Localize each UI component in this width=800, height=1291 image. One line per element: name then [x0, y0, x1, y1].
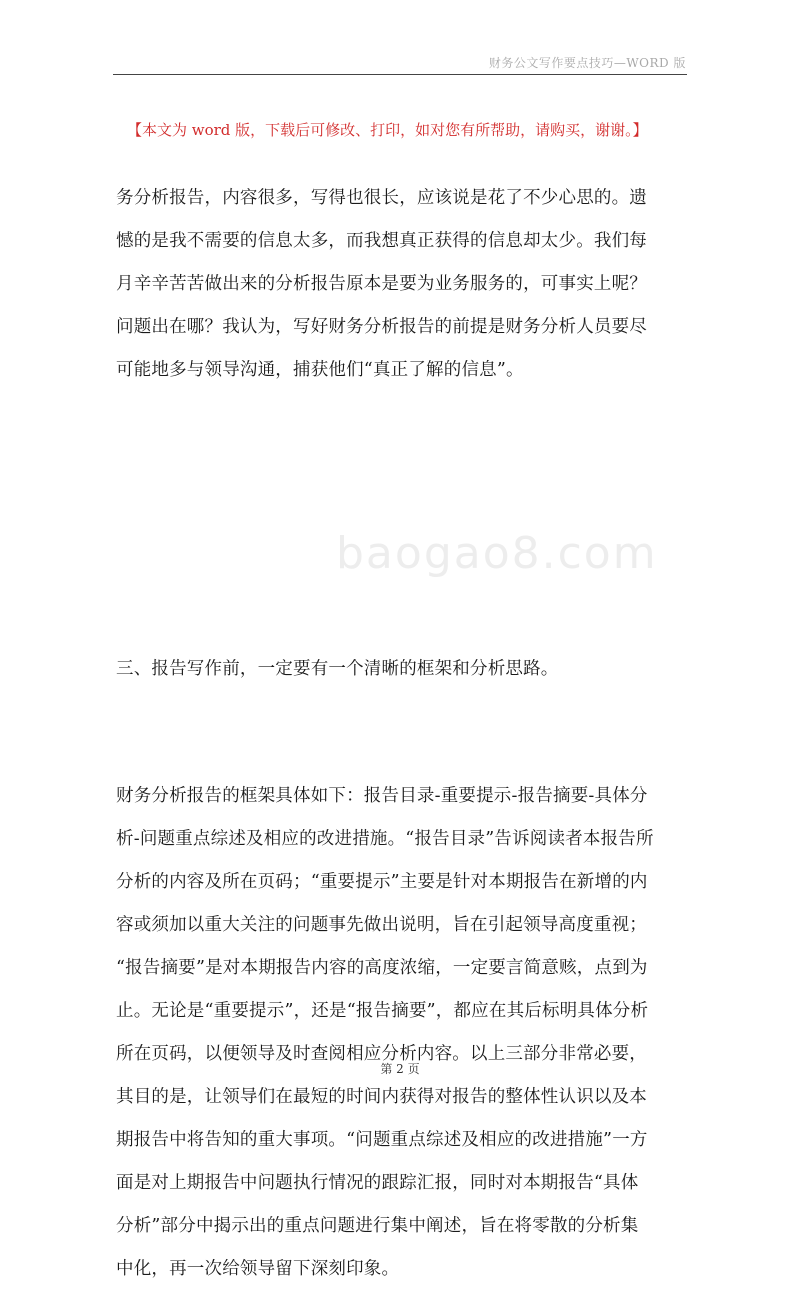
purchase-notice: 【本文为 word 版，下载后可修改、打印，如对您有所帮助，请购买，谢谢。】 [127, 121, 648, 139]
paragraph-line: “报告摘要”是对本期报告内容的高度浓缩，一定要言简意赅，点到为 [116, 958, 648, 978]
paragraph-line: 憾的是我不需要的信息太多，而我想真正获得的信息却太少。我们每 [116, 231, 647, 251]
paragraph-line: 面是对上期报告中问题执行情况的跟踪汇报，同时对本期报告“具体 [116, 1173, 639, 1193]
page-number: 第 2 页 [380, 1062, 420, 1076]
paragraph-line: 析-问题重点综述及相应的改进措施。“报告目录”告诉阅读者本报告所 [116, 829, 654, 849]
paragraph-line: 期报告中将告知的重大事项。“问题重点综述及相应的改进措施”一方 [116, 1130, 648, 1150]
paragraph-line: 问题出在哪？我认为，写好财务分析报告的前提是财务分析人员要尽 [116, 317, 647, 337]
paragraph-line: 可能地多与领导沟通，捕获他们“真正了解的信息”。 [116, 360, 524, 380]
section-heading-line: 三、报告写作前，一定要有一个清晰的框架和分析思路。 [116, 659, 559, 679]
section-heading-3 [116, 648, 688, 691]
paragraph-line: 务分析报告，内容很多，写得也很长，应该说是花了不少心思的。遗 [116, 188, 647, 208]
paragraph-line: 分析”部分中揭示出的重点问题进行集中阐述，旨在将零散的分析集 [116, 1216, 639, 1236]
paragraph-2 [116, 775, 688, 1291]
paragraph-line: 分析的内容及所在页码；“重要提示”主要是针对本期报告在新增的内 [116, 872, 648, 892]
header-divider [113, 74, 687, 75]
paragraph-line: 所在页码，以便领导及时查阅相应分析内容。以上三部分非常必要， [116, 1044, 647, 1064]
paragraph-line: 其目的是，让领导们在最短的时间内获得对报告的整体性认识以及本 [116, 1087, 647, 1107]
paragraph-1 [116, 177, 688, 392]
page-header-title: 财务公文写作要点技巧—WORD 版 [488, 56, 686, 70]
paragraph-line: 容或须加以重大关注的问题事先做出说明，旨在引起领导高度重视； [116, 915, 647, 935]
paragraph-line: 中化，再一次给领导留下深刻印象。 [116, 1259, 400, 1279]
paragraph-line: 止。无论是“重要提示”，还是“报告摘要”，都应在其后标明具体分析 [116, 1001, 649, 1021]
watermark: baogao8.com [336, 528, 658, 579]
paragraph-line: 月辛辛苦苦做出来的分析报告原本是要为业务服务的，可事实上呢？ [116, 274, 647, 294]
paragraph-line: 财务分析报告的框架具体如下：报告目录-重要提示-报告摘要-具体分 [116, 786, 648, 806]
